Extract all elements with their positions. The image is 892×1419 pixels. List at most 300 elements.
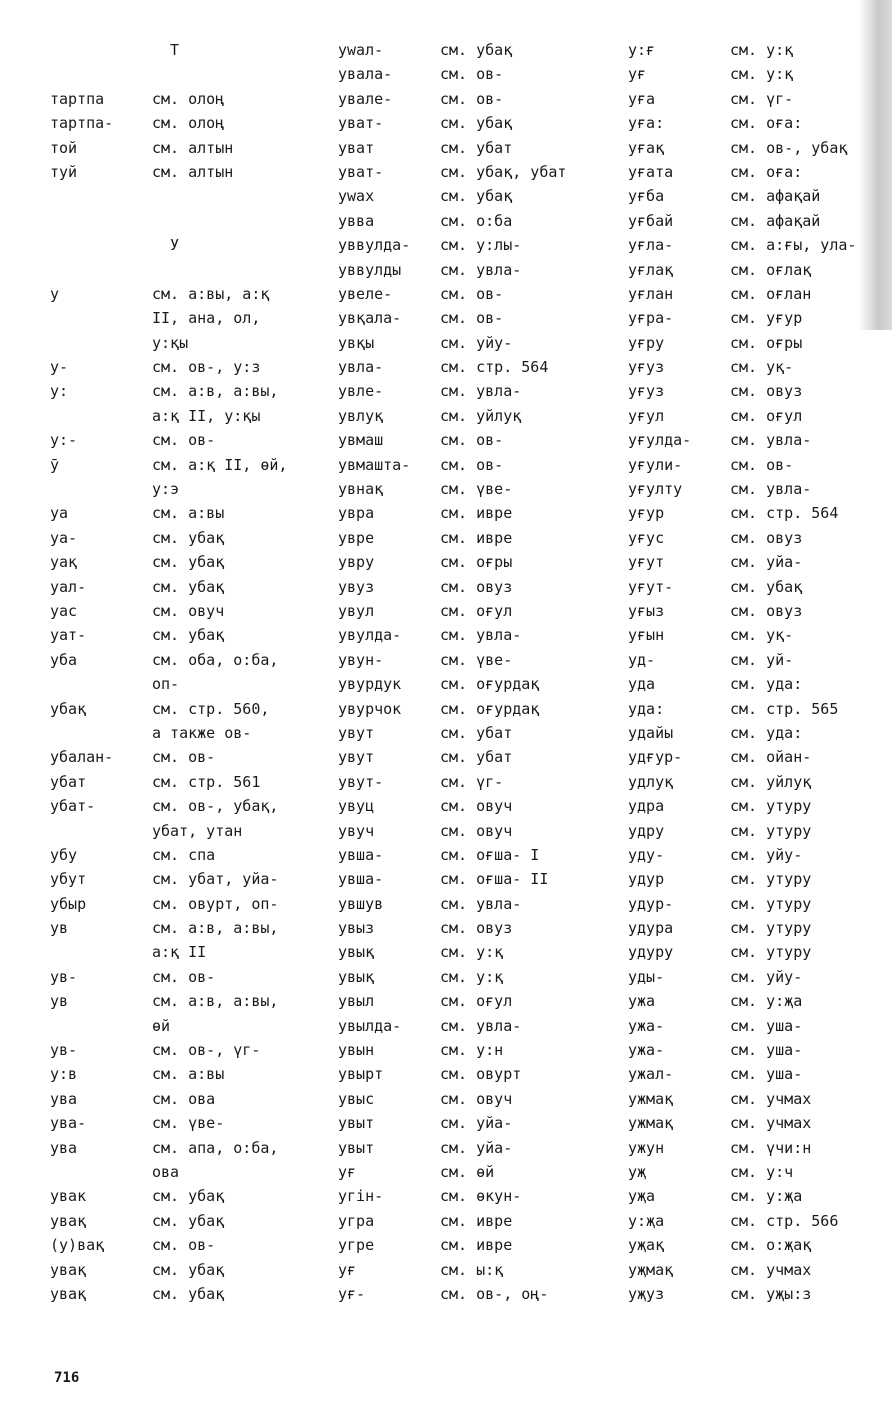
entry-row (50, 1233, 287, 1257)
headword: увуз (338, 577, 375, 596)
entry-row (628, 721, 856, 745)
entry-row (628, 1062, 856, 1086)
headword: увық (338, 943, 375, 962)
cross-reference: см. оғша- II (440, 870, 549, 889)
headword: тартпа- (50, 114, 114, 133)
entry-row (628, 1233, 856, 1257)
cross-reference: см. овуч (152, 601, 225, 620)
headword: увнақ (338, 480, 384, 499)
cross-reference: см. у:җа (730, 992, 803, 1011)
headword (50, 258, 152, 282)
headword: уақ (50, 553, 78, 572)
entry-row (338, 892, 566, 916)
cross-reference: см. үг- (730, 89, 794, 108)
entry-row (338, 38, 566, 62)
headword: удуру (628, 943, 674, 962)
entry-row (628, 916, 856, 940)
headword: уғулту (628, 480, 683, 499)
cross-reference: II, ана, ол, (152, 309, 261, 328)
cross-reference: см. оғул (440, 992, 513, 1011)
entry-row (338, 1087, 566, 1111)
entry-row (338, 770, 566, 794)
column-2 (338, 38, 566, 1306)
entry-row (338, 965, 566, 989)
headword: увру (338, 553, 375, 572)
headword: уват (338, 138, 375, 157)
headword (50, 331, 152, 355)
cross-reference: см. ов-, убақ, (152, 797, 279, 816)
entry-row (50, 843, 287, 867)
entry-row (50, 745, 287, 769)
entry-row (338, 62, 566, 86)
cross-reference: см. утуру (730, 894, 812, 913)
entry-row (50, 1062, 287, 1086)
headword: удур- (628, 894, 674, 913)
headword: уғут (628, 553, 665, 572)
entry-row (628, 477, 856, 501)
headword: уввулда- (338, 236, 411, 255)
headword: уғуз (628, 358, 665, 377)
cross-reference: см. оғул (440, 601, 513, 620)
entry-row (338, 1258, 566, 1282)
cross-reference: см. убат (440, 723, 513, 742)
entry-row (338, 306, 566, 330)
cross-reference: см. ов- (440, 89, 504, 108)
entry-row (50, 501, 287, 525)
cross-reference: см. овуз (440, 919, 513, 938)
cross-reference: см. үве- (440, 650, 513, 669)
entry-row (628, 550, 856, 574)
entry-row (628, 453, 856, 477)
cross-reference: см. а:қ II, өй, (152, 455, 288, 474)
cross-reference: см. ов- (152, 748, 216, 767)
entry-row (338, 184, 566, 208)
cross-reference: см. у:җа (730, 1187, 803, 1206)
headword: уғ (338, 1260, 357, 1279)
headword: ӯ (50, 455, 60, 474)
page-number: 716 (54, 1370, 80, 1386)
entry-row (50, 87, 287, 111)
cross-reference: см. овурт, оп- (152, 894, 279, 913)
entry-row (338, 258, 566, 282)
cross-reference: см. овуч (440, 797, 513, 816)
entry-row (628, 1136, 856, 1160)
cross-reference: оп- (152, 675, 180, 694)
entry-row (50, 623, 287, 647)
headword: убат (50, 772, 87, 791)
cross-reference: см. иврe (440, 1211, 513, 1230)
cross-reference: см. уйлуқ (730, 772, 812, 791)
headword: увық (338, 967, 375, 986)
headword (50, 1160, 152, 1184)
cross-reference: см. ов- (440, 65, 504, 84)
cross-reference: см. ы:қ (440, 1260, 504, 1279)
entry-row (338, 526, 566, 550)
entry-row (338, 1233, 566, 1257)
cross-reference: см. оғурдақ (440, 675, 540, 694)
entry-row (338, 233, 566, 257)
headword: ужмақ (628, 1114, 674, 1133)
headword: увут (338, 748, 375, 767)
headword: уҗ (628, 1162, 647, 1181)
headword (50, 62, 152, 86)
entry-row (628, 526, 856, 550)
headword: уғуз (628, 382, 665, 401)
cross-reference: см. оғлақ (730, 260, 812, 279)
entry-row (628, 209, 856, 233)
entry-row (628, 1184, 856, 1208)
entry-row (628, 1087, 856, 1111)
entry-row (338, 282, 566, 306)
headword: уват- (338, 114, 384, 133)
entry-row (50, 209, 287, 233)
entry-row (338, 648, 566, 672)
headword: увут- (338, 772, 384, 791)
entry-row (50, 770, 287, 794)
cross-reference: см. увла- (730, 431, 812, 450)
headword: уғақ (628, 138, 665, 157)
cross-reference: ова (152, 1162, 180, 1181)
cross-reference: см. а:вы, а:қ (152, 284, 270, 303)
entry-row (628, 1014, 856, 1038)
entry-row (338, 867, 566, 891)
entry-row (50, 1282, 287, 1306)
cross-reference: см. уҗы:з (730, 1284, 812, 1303)
headword: увла- (338, 358, 384, 377)
cross-reference: см. олоң (152, 114, 225, 133)
entry-row (338, 550, 566, 574)
headword: ува (50, 1089, 78, 1108)
column-1 (50, 38, 287, 1306)
cross-reference: см. у:қ (440, 967, 504, 986)
headword: увут (338, 723, 375, 742)
headword: удура (628, 919, 674, 938)
entry-row (628, 867, 856, 891)
cross-reference: см. уйу- (440, 333, 513, 352)
cross-reference: см. ов- (440, 309, 504, 328)
cross-reference: см. оға: (730, 114, 803, 133)
cross-reference: см. үве- (152, 1114, 225, 1133)
entry-row (628, 575, 856, 599)
cross-reference: см. уйлуқ (440, 406, 522, 425)
entry-row (50, 599, 287, 623)
entry-row (628, 258, 856, 282)
headword: уба (50, 650, 78, 669)
headword: уғру (628, 333, 665, 352)
entry-row (338, 404, 566, 428)
headword: увеле- (338, 284, 393, 303)
headword: уды- (628, 967, 665, 986)
cross-reference: см. иврe (440, 504, 513, 523)
entry-row (338, 1014, 566, 1038)
cross-reference: см. оғша- I (440, 845, 540, 864)
cross-reference: см. уқ- (730, 626, 794, 645)
entry-row (628, 501, 856, 525)
entry-row (628, 599, 856, 623)
headword: увша- (338, 845, 384, 864)
cross-reference: см. учмах (730, 1114, 812, 1133)
headword: увак (50, 1187, 87, 1206)
entry-row (628, 843, 856, 867)
headword: увала- (338, 65, 393, 84)
headword: уғлақ (628, 260, 674, 279)
entry-row (50, 892, 287, 916)
headword: уғлан (628, 284, 674, 303)
headword: увыт (338, 1114, 375, 1133)
entry-row (338, 501, 566, 525)
entry-row (50, 867, 287, 891)
entry-row (338, 697, 566, 721)
entry-row (338, 745, 566, 769)
cross-reference: см. увла- (730, 480, 812, 499)
headword: увлуқ (338, 406, 384, 425)
entry-row (50, 1087, 287, 1111)
headword: ужа- (628, 1016, 665, 1035)
headword: уа- (50, 528, 78, 547)
headword (50, 184, 152, 208)
headword: уват- (338, 162, 384, 181)
headword: увқала- (338, 309, 402, 328)
entry-row (50, 1184, 287, 1208)
headword (50, 940, 152, 964)
cross-reference: см. оға: (730, 162, 803, 181)
headword: ужа (628, 992, 656, 1011)
headword (50, 672, 152, 696)
cross-reference: см. ов- (440, 431, 504, 450)
headword: уҗақ (628, 1236, 665, 1255)
entry-row (50, 355, 287, 379)
entry-row (50, 1111, 287, 1135)
entry-row (338, 940, 566, 964)
cross-reference: убат, утан (152, 821, 243, 840)
headword: уғус (628, 528, 665, 547)
headword: увақ (50, 1284, 87, 1303)
cross-reference: см. овурт (440, 1065, 522, 1084)
entry-row (50, 526, 287, 550)
cross-reference: см. увла- (440, 382, 522, 401)
headword: удғур- (628, 748, 683, 767)
entry-row (628, 794, 856, 818)
entry-row (50, 160, 287, 184)
cross-reference: см. овуч (440, 821, 513, 840)
headword: увқы (338, 333, 375, 352)
headword: уд- (628, 650, 656, 669)
entry-row (338, 355, 566, 379)
headword: увва (338, 211, 375, 230)
entry-row (338, 1160, 566, 1184)
cross-reference: см. увла- (440, 1016, 522, 1035)
entry-row (338, 209, 566, 233)
cross-reference: см. ов- (152, 431, 216, 450)
headword: увмашта- (338, 455, 411, 474)
entry-row (338, 794, 566, 818)
entry-row (628, 989, 856, 1013)
headword: уғыз (628, 601, 665, 620)
entry-row (50, 1014, 287, 1038)
entry-row (50, 965, 287, 989)
entry-row (50, 1136, 287, 1160)
entry-row (628, 672, 856, 696)
cross-reference: см. утуру (730, 943, 812, 962)
cross-reference: см. уда: (730, 675, 803, 694)
entry-row (338, 672, 566, 696)
cross-reference: өй (152, 1016, 171, 1035)
cross-reference: у:қы (152, 333, 189, 352)
cross-reference: см. спа (152, 845, 216, 864)
cross-reference: см. а:в, а:вы, (152, 919, 279, 938)
entry-row (628, 965, 856, 989)
cross-reference: см. афақай (730, 211, 821, 230)
entry-row (628, 184, 856, 208)
cross-reference: см. оғры (440, 553, 513, 572)
cross-reference: см. овуз (730, 601, 803, 620)
headword (50, 404, 152, 428)
cross-reference: см. убақ (152, 528, 225, 547)
cross-reference: см. увла- (440, 894, 522, 913)
cross-reference: а также ов- (152, 723, 252, 742)
headword: уғла- (628, 236, 674, 255)
cross-reference: см. а:в, а:вы, (152, 382, 279, 401)
cross-reference: см. стр. 560, (152, 699, 270, 718)
headword: уғба (628, 187, 665, 206)
headword (50, 819, 152, 843)
entry-row (50, 575, 287, 599)
headword: увылда- (338, 1016, 402, 1035)
entry-row (338, 1062, 566, 1086)
entry-row (628, 136, 856, 160)
entry-row (628, 940, 856, 964)
entry-row (338, 916, 566, 940)
headword: увле- (338, 382, 384, 401)
cross-reference: см. уша- (730, 1041, 803, 1060)
headword: увулда- (338, 626, 402, 645)
cross-reference: см. уйа- (730, 553, 803, 572)
entry-row (338, 989, 566, 1013)
entry-row (338, 1136, 566, 1160)
entry-row (628, 428, 856, 452)
headword: у:ғ (628, 41, 656, 59)
entry-row (50, 38, 287, 62)
headword: увша- (338, 870, 384, 889)
headword: угін- (338, 1187, 384, 1206)
cross-reference: см. өкун- (440, 1187, 522, 1206)
entry-row (338, 87, 566, 111)
entry-row (628, 1258, 856, 1282)
cross-reference: см. уйу- (730, 967, 803, 986)
headword: уғ (628, 65, 647, 84)
cross-reference: см. убақ (152, 1260, 225, 1279)
cross-reference: см. убақ (152, 1284, 225, 1303)
cross-reference: см. овуз (730, 382, 803, 401)
entry-row (338, 331, 566, 355)
headword: уғулда- (628, 431, 692, 450)
headword: увун- (338, 650, 384, 669)
headword: увре (338, 528, 375, 547)
entry-row (50, 379, 287, 403)
headword: увыс (338, 1089, 375, 1108)
entry-row (50, 1160, 287, 1184)
headword: угре (338, 1236, 375, 1255)
entry-row (50, 331, 287, 355)
cross-reference: см. уйа- (440, 1138, 513, 1157)
entry-row (50, 62, 287, 86)
headword: удлуқ (628, 772, 674, 791)
headword: угра (338, 1211, 375, 1230)
headword: убалан- (50, 748, 114, 767)
cross-reference: см. убақ (152, 1211, 225, 1230)
headword: увақ (50, 1260, 87, 1279)
cross-reference: см. үчи:н (730, 1138, 812, 1157)
cross-reference: у:э (152, 480, 180, 499)
entry-row (50, 672, 287, 696)
cross-reference: см. афақай (730, 187, 821, 206)
headword: туй (50, 162, 78, 181)
headword: ува- (50, 1114, 87, 1133)
headword: убу (50, 845, 78, 864)
headword: увуц (338, 797, 375, 816)
headword: уғул (628, 406, 665, 425)
entry-row (338, 160, 566, 184)
cross-reference: см. убақ (152, 553, 225, 572)
headword: ужа- (628, 1041, 665, 1060)
headword: ужмақ (628, 1089, 674, 1108)
entry-row (50, 697, 287, 721)
entry-row (338, 477, 566, 501)
cross-reference: см. ов-, үг- (152, 1041, 261, 1060)
cross-reference: см. ова (152, 1089, 216, 1108)
headword: ув- (50, 967, 78, 986)
cross-reference: см. убақ (440, 187, 513, 206)
entry-row (628, 160, 856, 184)
cross-reference: см. ов- (440, 455, 504, 474)
headword (50, 477, 152, 501)
cross-reference: см. убат (440, 748, 513, 767)
entry-row (628, 648, 856, 672)
headword (50, 1014, 152, 1038)
headword: уғут- (628, 577, 674, 596)
headword: ув- (50, 1041, 78, 1060)
entry-row (628, 1111, 856, 1135)
headword: ува (50, 1138, 78, 1157)
cross-reference: см. а:в, а:вы, (152, 992, 279, 1011)
cross-reference: см. убақ (440, 114, 513, 133)
headword: увырт (338, 1065, 384, 1084)
entry-row (50, 428, 287, 452)
entry-row (50, 306, 287, 330)
headword: ужун (628, 1138, 665, 1157)
entry-row (50, 404, 287, 428)
headword: уға: (628, 114, 665, 133)
cross-reference: см. у:қ (730, 41, 794, 59)
cross-reference: см. овуч (440, 1089, 513, 1108)
entry-row (628, 306, 856, 330)
cross-reference: см. у:қ (730, 65, 794, 84)
entry-row (50, 721, 287, 745)
entry-row (50, 819, 287, 843)
headword: уғ- (338, 1284, 366, 1303)
headword: уат- (50, 626, 87, 645)
entry-row (338, 575, 566, 599)
cross-reference: см. утуру (730, 821, 812, 840)
cross-reference: см. ойан- (730, 748, 812, 767)
cross-reference: а:қ II (152, 943, 207, 962)
entry-row (50, 550, 287, 574)
cross-reference: см. оба, о:ба, (152, 650, 279, 669)
entry-row (50, 136, 287, 160)
cross-reference: а:қ II, у:қы (152, 406, 261, 425)
headword: ув (50, 992, 69, 1011)
cross-reference: см. уқ- (730, 358, 794, 377)
